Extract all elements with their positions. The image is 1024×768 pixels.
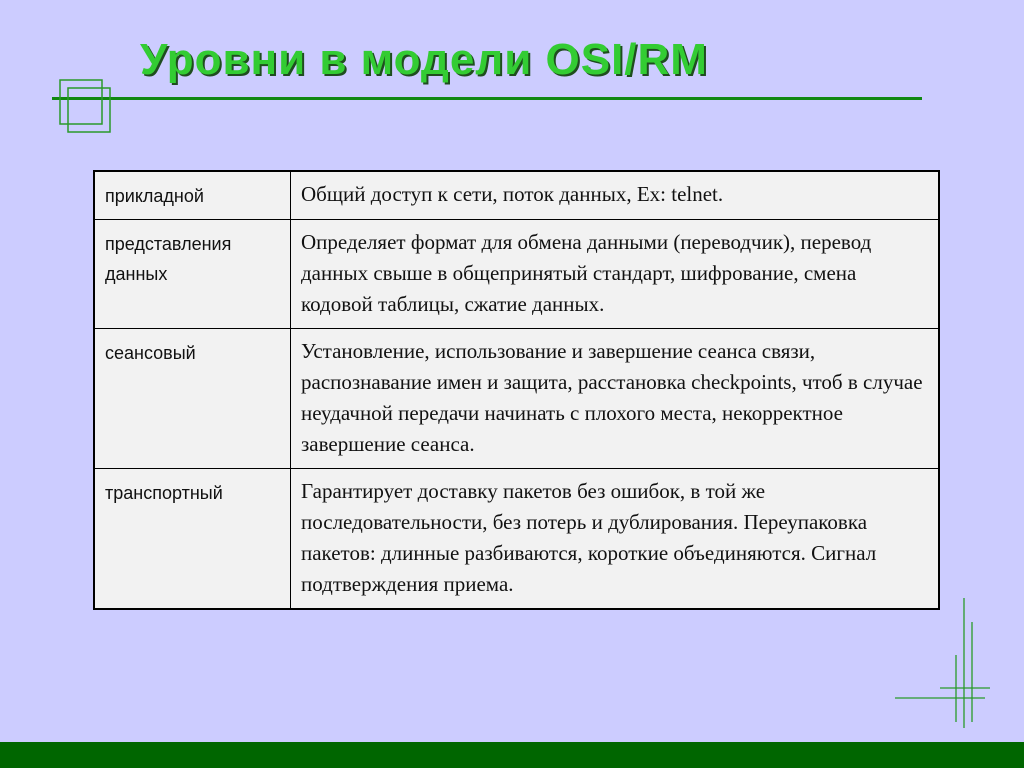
- layer-name-cell: прикладной: [94, 171, 291, 220]
- slide-title: Уровни в модели OSI/RM: [140, 35, 708, 84]
- layer-description-cell: Определяет формат для обмена данными (переводчик), перевод данных свыше в общепринятый стандарт, шифрование, смена кодовой таблицы, сжатие данных.: [291, 220, 940, 329]
- table-row: [94, 329, 939, 469]
- table-row: [94, 171, 939, 220]
- layer-name-cell: представления данных: [94, 220, 291, 329]
- osi-layers-table: [93, 170, 940, 610]
- table-row: [94, 469, 939, 610]
- layer-name-cell: транспортный: [94, 469, 291, 610]
- title-underline: [52, 97, 922, 100]
- layer-description-cell: Установление, использование и завершение сеанса связи, распознавание имен и защита, расстановка checkpoints, чтоб в случае неудачной передачи начинать с плохого места, некорректное завершение сеанса.: [291, 329, 940, 469]
- layer-name-cell: сеансовый: [94, 329, 291, 469]
- table-row: [94, 220, 939, 329]
- layer-description-cell: Общий доступ к сети, поток данных, Ex: telnet.: [291, 171, 940, 220]
- layer-description-cell: Гарантирует доставку пакетов без ошибок, в той же последовательности, без потерь и дублирования. Переупаковка пакетов: длинные разбиваются, короткие объединяются. Сигнал подтверждения приема.: [291, 469, 940, 610]
- footer-bar: [0, 742, 1024, 768]
- squares-ornament-icon: [0, 0, 130, 140]
